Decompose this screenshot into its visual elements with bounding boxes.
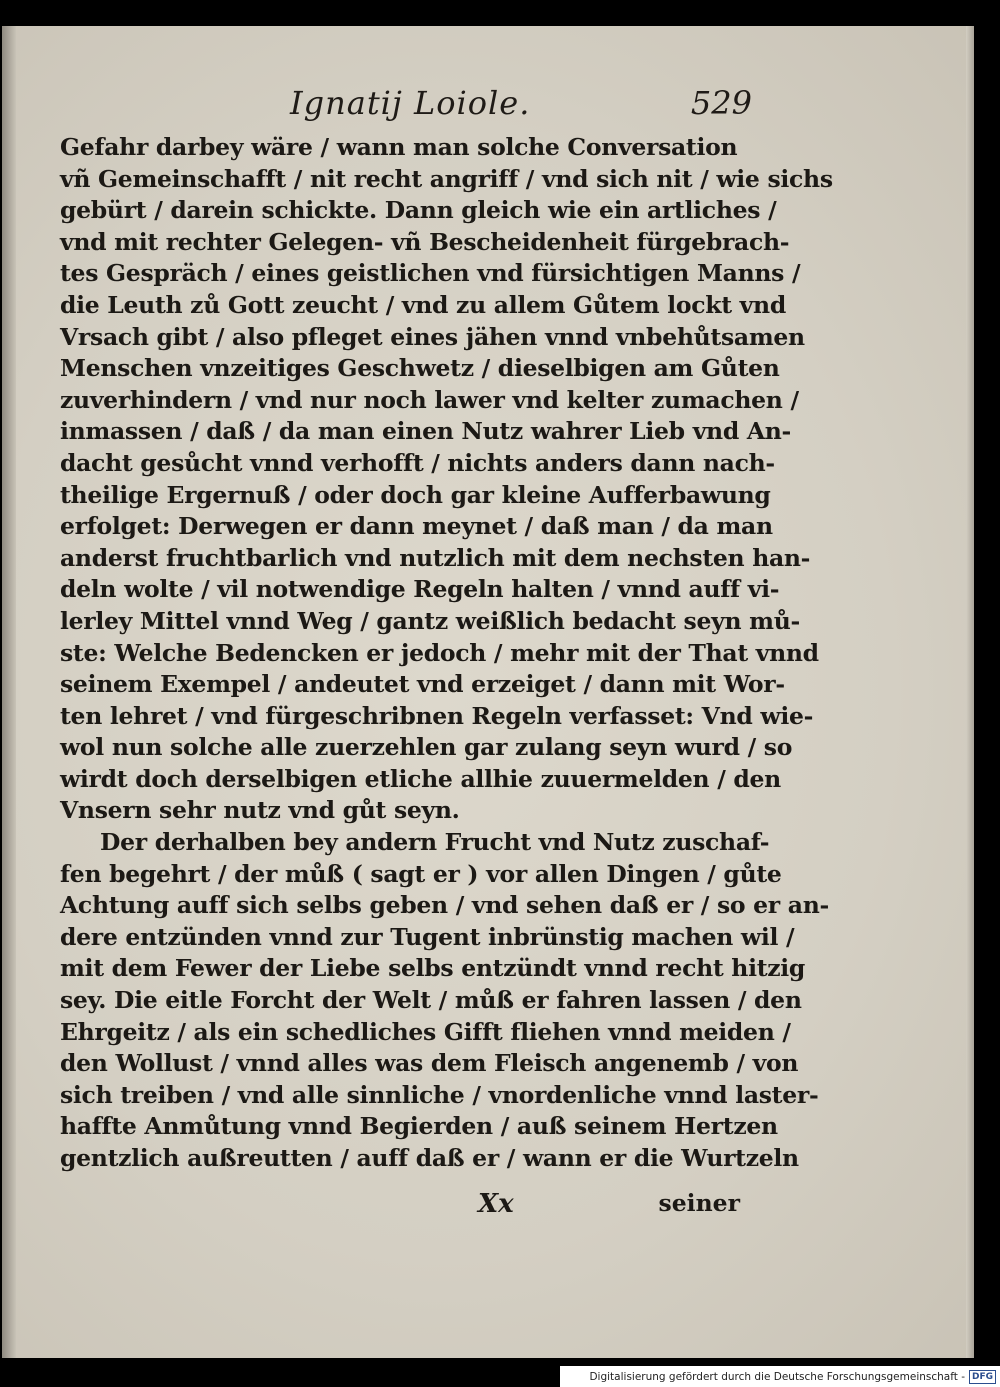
page-number: 529 bbox=[690, 84, 752, 122]
text-line: theilige Ergernuß / oder doch gar kleine Aufferbawung bbox=[60, 480, 771, 509]
text-line: tes Gespräch / eines geistlichen vnd fürsichtigen Manns / bbox=[60, 259, 801, 288]
text-line: dere entzünden vnnd zur Tugent inbrünstig machen wil / bbox=[60, 922, 795, 951]
text-line: gentzlich außreutten / auff daß er / wann er die Wurtzeln bbox=[60, 1144, 799, 1172]
text-line: seinem Exempel / andeutet vnd erzeiget / dann mit Wor- bbox=[60, 670, 785, 699]
text-line: deln wolte / vil notwendige Regeln halten / vnnd auff vi- bbox=[60, 575, 780, 604]
text-line: dacht gesůcht vnnd verhofft / nichts anders dann nach- bbox=[60, 448, 775, 477]
paragraph-start-line: Der derhalben bey andern Frucht vnd Nutz zuschaf- bbox=[100, 828, 770, 857]
text-line: wirdt doch derselbigen etliche allhie zuuermelden / den bbox=[60, 764, 781, 793]
text-line: haffte Anmůtung vnnd Begierden / auß seinem Hertzen bbox=[60, 1112, 778, 1141]
page-foot bbox=[60, 1189, 740, 1223]
page-edge bbox=[966, 26, 974, 1358]
text-line: ste: Welche Bedencken er jedoch / mehr mit der That vnnd bbox=[60, 638, 819, 667]
text-line: Gefahr darbey wäre / wann man solche Conversation bbox=[60, 133, 738, 161]
text-line: Achtung auff sich selbs geben / vnd sehen daß er / so er an- bbox=[60, 891, 829, 920]
text-line: vnd mit rechter Gelegen- vñ Bescheidenheit fürgebrach- bbox=[60, 227, 790, 256]
running-title: Ignatij Loiole. bbox=[290, 84, 531, 122]
text-line: erfolget: Derwegen er dann meynet / daß man / da man bbox=[60, 512, 773, 541]
body-text bbox=[60, 132, 833, 1175]
text-line: Ehrgeitz / als ein schedliches Gifft fliehen vnnd meiden / bbox=[60, 1017, 791, 1046]
text-line: vñ Gemeinschafft / nit recht angriff / vnd sich nit / wie sichs bbox=[60, 164, 833, 193]
text-line: Menschen vnzeitiges Geschwetz / dieselbigen am Gůten bbox=[60, 354, 780, 383]
text-line: den Wollust / vnnd alles was dem Fleisch angenemb / von bbox=[60, 1049, 799, 1078]
text-line: anderst fruchtbarlich vnd nutzlich mit dem nechsten han- bbox=[60, 543, 811, 572]
text-line: fen begehrt / der můß ( sagt er ) vor allen Dingen / gůte bbox=[60, 859, 782, 888]
text-line: gebürt / darein schickte. Dann gleich wie ein artliches / bbox=[60, 196, 777, 225]
text-line: zuverhindern / vnd nur noch lawer vnd kelter zumachen / bbox=[60, 385, 799, 414]
running-head bbox=[62, 84, 752, 134]
text-line: die Leuth zů Gott zeucht / vnd zu allem Gůtem lockt vnd bbox=[60, 290, 786, 319]
text-line: Vnsern sehr nutz vnd gůt seyn. bbox=[60, 796, 460, 825]
text-line: mit dem Fewer der Liebe selbs entzündt vnnd recht hitzig bbox=[60, 954, 806, 983]
signature-mark: Xx bbox=[478, 1189, 514, 1219]
scanned-page bbox=[2, 26, 974, 1358]
funding-credit-bar bbox=[560, 1366, 1000, 1387]
page-gutter-shadow bbox=[2, 26, 16, 1358]
dfg-logo[interactable]: DFG bbox=[969, 1370, 996, 1384]
text-line: wol nun solche alle zuerzehlen gar zulang seyn wurd / so bbox=[60, 733, 793, 762]
text-line: sey. Die eitle Forcht der Welt / můß er fahren lassen / den bbox=[60, 986, 802, 1015]
catchword: seiner bbox=[658, 1189, 740, 1217]
text-line: inmassen / daß / da man einen Nutz wahrer Lieb vnd An- bbox=[60, 417, 792, 446]
text-line: Vrsach gibt / also pfleget eines jähen vnnd vnbehůtsamen bbox=[60, 322, 805, 351]
funding-credit-text: Digitalisierung gefördert durch die Deutsche Forschungsgemeinschaft - bbox=[589, 1370, 965, 1383]
text-line: lerley Mittel vnnd Weg / gantz weißlich bedacht seyn mů- bbox=[60, 606, 800, 635]
text-line: sich treiben / vnd alle sinnliche / vnordenliche vnnd laster- bbox=[60, 1080, 819, 1109]
text-line: ten lehret / vnd fürgeschribnen Regeln verfasset: Vnd wie- bbox=[60, 701, 814, 730]
